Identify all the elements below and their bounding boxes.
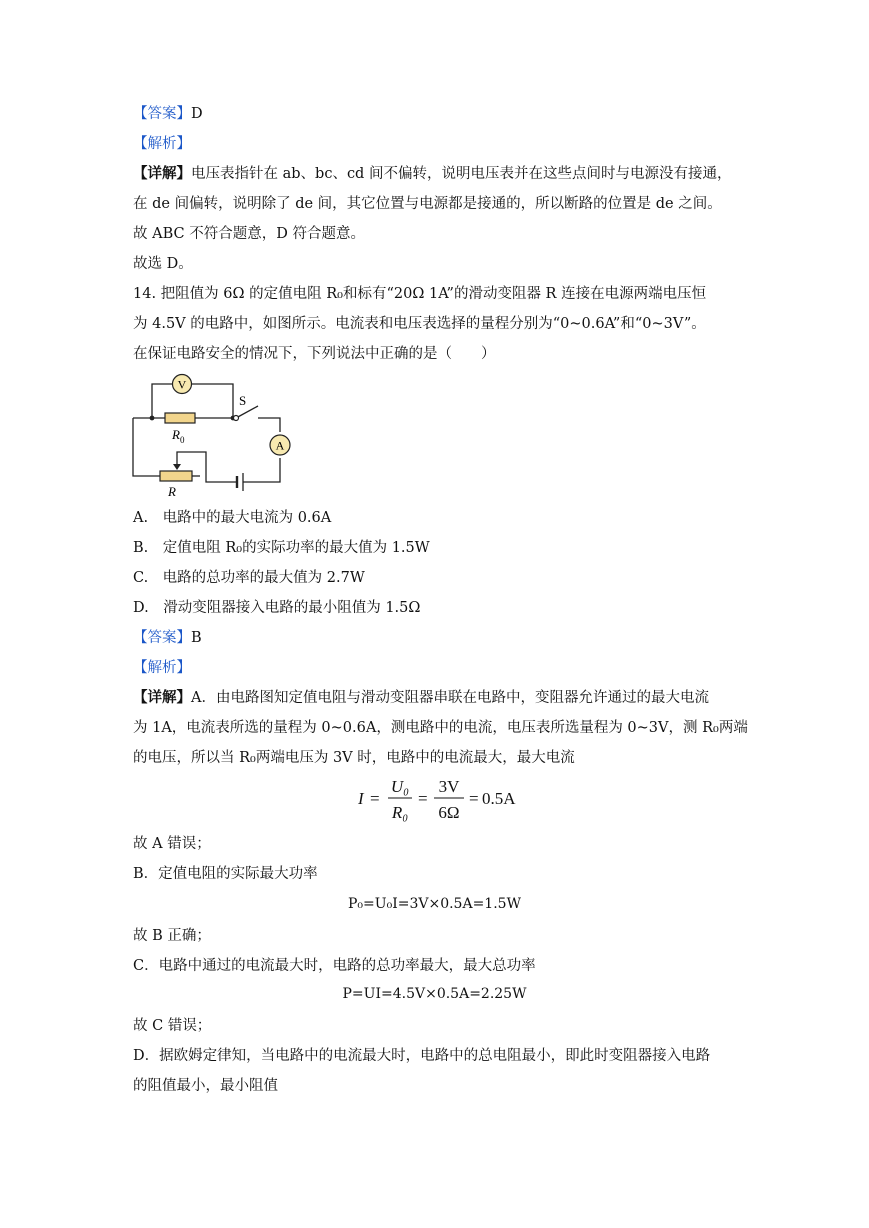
answer-value: D	[191, 106, 203, 122]
circuit-diagram	[130, 372, 300, 502]
q13-answer	[133, 104, 203, 124]
q14-b-formula: P₀=U₀I=3V×0.5A=1.5W	[348, 896, 521, 912]
voltmeter-right-wire	[192, 384, 233, 418]
q14-option-c: C. 电路的总功率的最大值为 2.7W	[133, 570, 365, 586]
q14-c-conclusion: 故 C 错误；	[133, 1018, 212, 1034]
junction-left	[150, 416, 155, 421]
q14-analysis-tag: 【解析】	[133, 660, 191, 676]
switch-label: S	[239, 393, 247, 408]
formula-eq3: =	[469, 789, 479, 808]
q14-stem-line2: 为 4.5V 的电路中，如图所示。电流表和电压表选择的量程分别为“0~0.6A”和“0~3V”。	[133, 316, 706, 332]
answer-tag: 【答案】	[133, 106, 191, 122]
q14-d-line1: D．据欧姆定律知，当电路中的电流最大时，电路中的总电阻最小，即此时变阻器接入电路	[133, 1048, 711, 1064]
fixed-resistor-label: $R_0$	[172, 427, 185, 445]
q14-option-a: A. 电路中的最大电流为 0.6A	[133, 510, 332, 526]
rheostat-label: R	[168, 484, 176, 499]
ammeter-label: A	[275, 438, 285, 453]
answer-tag: 【答案】	[133, 630, 191, 646]
detail-text: 电压表指针在 ab、bc、cd 间不偏转，说明电压表并在这些点间时与电源没有接通，	[191, 166, 732, 182]
q13-detail-line1	[133, 164, 731, 184]
q14-stem-line3: 在保证电路安全的情况下，下列说法中正确的是（ ）	[133, 346, 496, 362]
formula-eq2: =	[418, 789, 428, 808]
q14-answer	[133, 628, 202, 648]
q14-b-conclusion: 故 B 正确；	[133, 928, 211, 944]
detail-tag: 【详解】	[133, 689, 191, 706]
voltmeter-label: V	[177, 377, 187, 392]
wire-right-down	[243, 458, 280, 482]
q14-detail-line2: 为 1A，电流表所选的量程为 0~0.6A，测电路中的电流，电压表所选量程为 0~3V，测 R₀两端	[133, 720, 748, 736]
q14-c-intro: C．电路中通过的电流最大时，电路的总功率最大，最大总功率	[133, 958, 536, 974]
wire-top-right	[258, 418, 280, 432]
q14-c-formula: P=UI=4.5V×0.5A=2.25W	[342, 986, 527, 1002]
q13-conclusion: 故选 D。	[133, 256, 193, 272]
q14-option-b: B. 定值电阻 R₀的实际功率的最大值为 1.5W	[133, 540, 430, 556]
formula-den2: 6Ω	[438, 803, 460, 822]
q14-stem-line1: 14. 把阻值为 6Ω 的定值电阻 R₀和标有“20Ω 1A”的滑动变阻器 R 连接在电源两端电压恒	[133, 286, 707, 302]
formula-num1: U₀	[390, 777, 410, 796]
detail-tag: 【详解】	[133, 165, 191, 182]
q14-option-d: D. 滑动变阻器接入电路的最小阻值为 1.5Ω	[133, 600, 421, 616]
formula-den1: R₀	[391, 803, 409, 822]
formula-max-current	[356, 774, 516, 826]
rheostat-icon	[160, 471, 192, 481]
detail-text: A．由电路图知定值电阻与滑动变阻器串联在电路中，变阻器允许通过的最大电流	[191, 690, 709, 706]
q13-detail-line2: 在 de 间偏转，说明除了 de 间，其它位置与电源都是接通的，所以断路的位置是 de 之间。	[133, 196, 722, 212]
q14-b-intro: B．定值电阻的实际最大功率	[133, 866, 318, 882]
formula-eq1: =	[370, 789, 380, 808]
q14-detail-line3: 的电压，所以当 R₀两端电压为 3V 时，电路中的电流最大，最大电流	[133, 750, 575, 766]
answer-value: B	[191, 630, 202, 646]
switch-pivot-icon	[234, 416, 239, 421]
fixed-resistor-icon	[165, 413, 195, 423]
formula-result: 0.5A	[482, 789, 516, 808]
formula-num2: 3V	[438, 777, 460, 796]
q13-detail-line3: 故 ABC 不符合题意，D 符合题意。	[133, 226, 365, 242]
q13-analysis-tag: 【解析】	[133, 136, 191, 152]
q14-a-conclusion: 故 A 错误；	[133, 836, 211, 852]
slider-arrow-icon	[173, 464, 181, 470]
formula-lhs: I	[358, 789, 364, 808]
wire-left	[133, 418, 160, 476]
q14-d-line2: 的阻值最小，最小阻值	[133, 1078, 278, 1094]
q14-detail-line1	[133, 688, 709, 708]
